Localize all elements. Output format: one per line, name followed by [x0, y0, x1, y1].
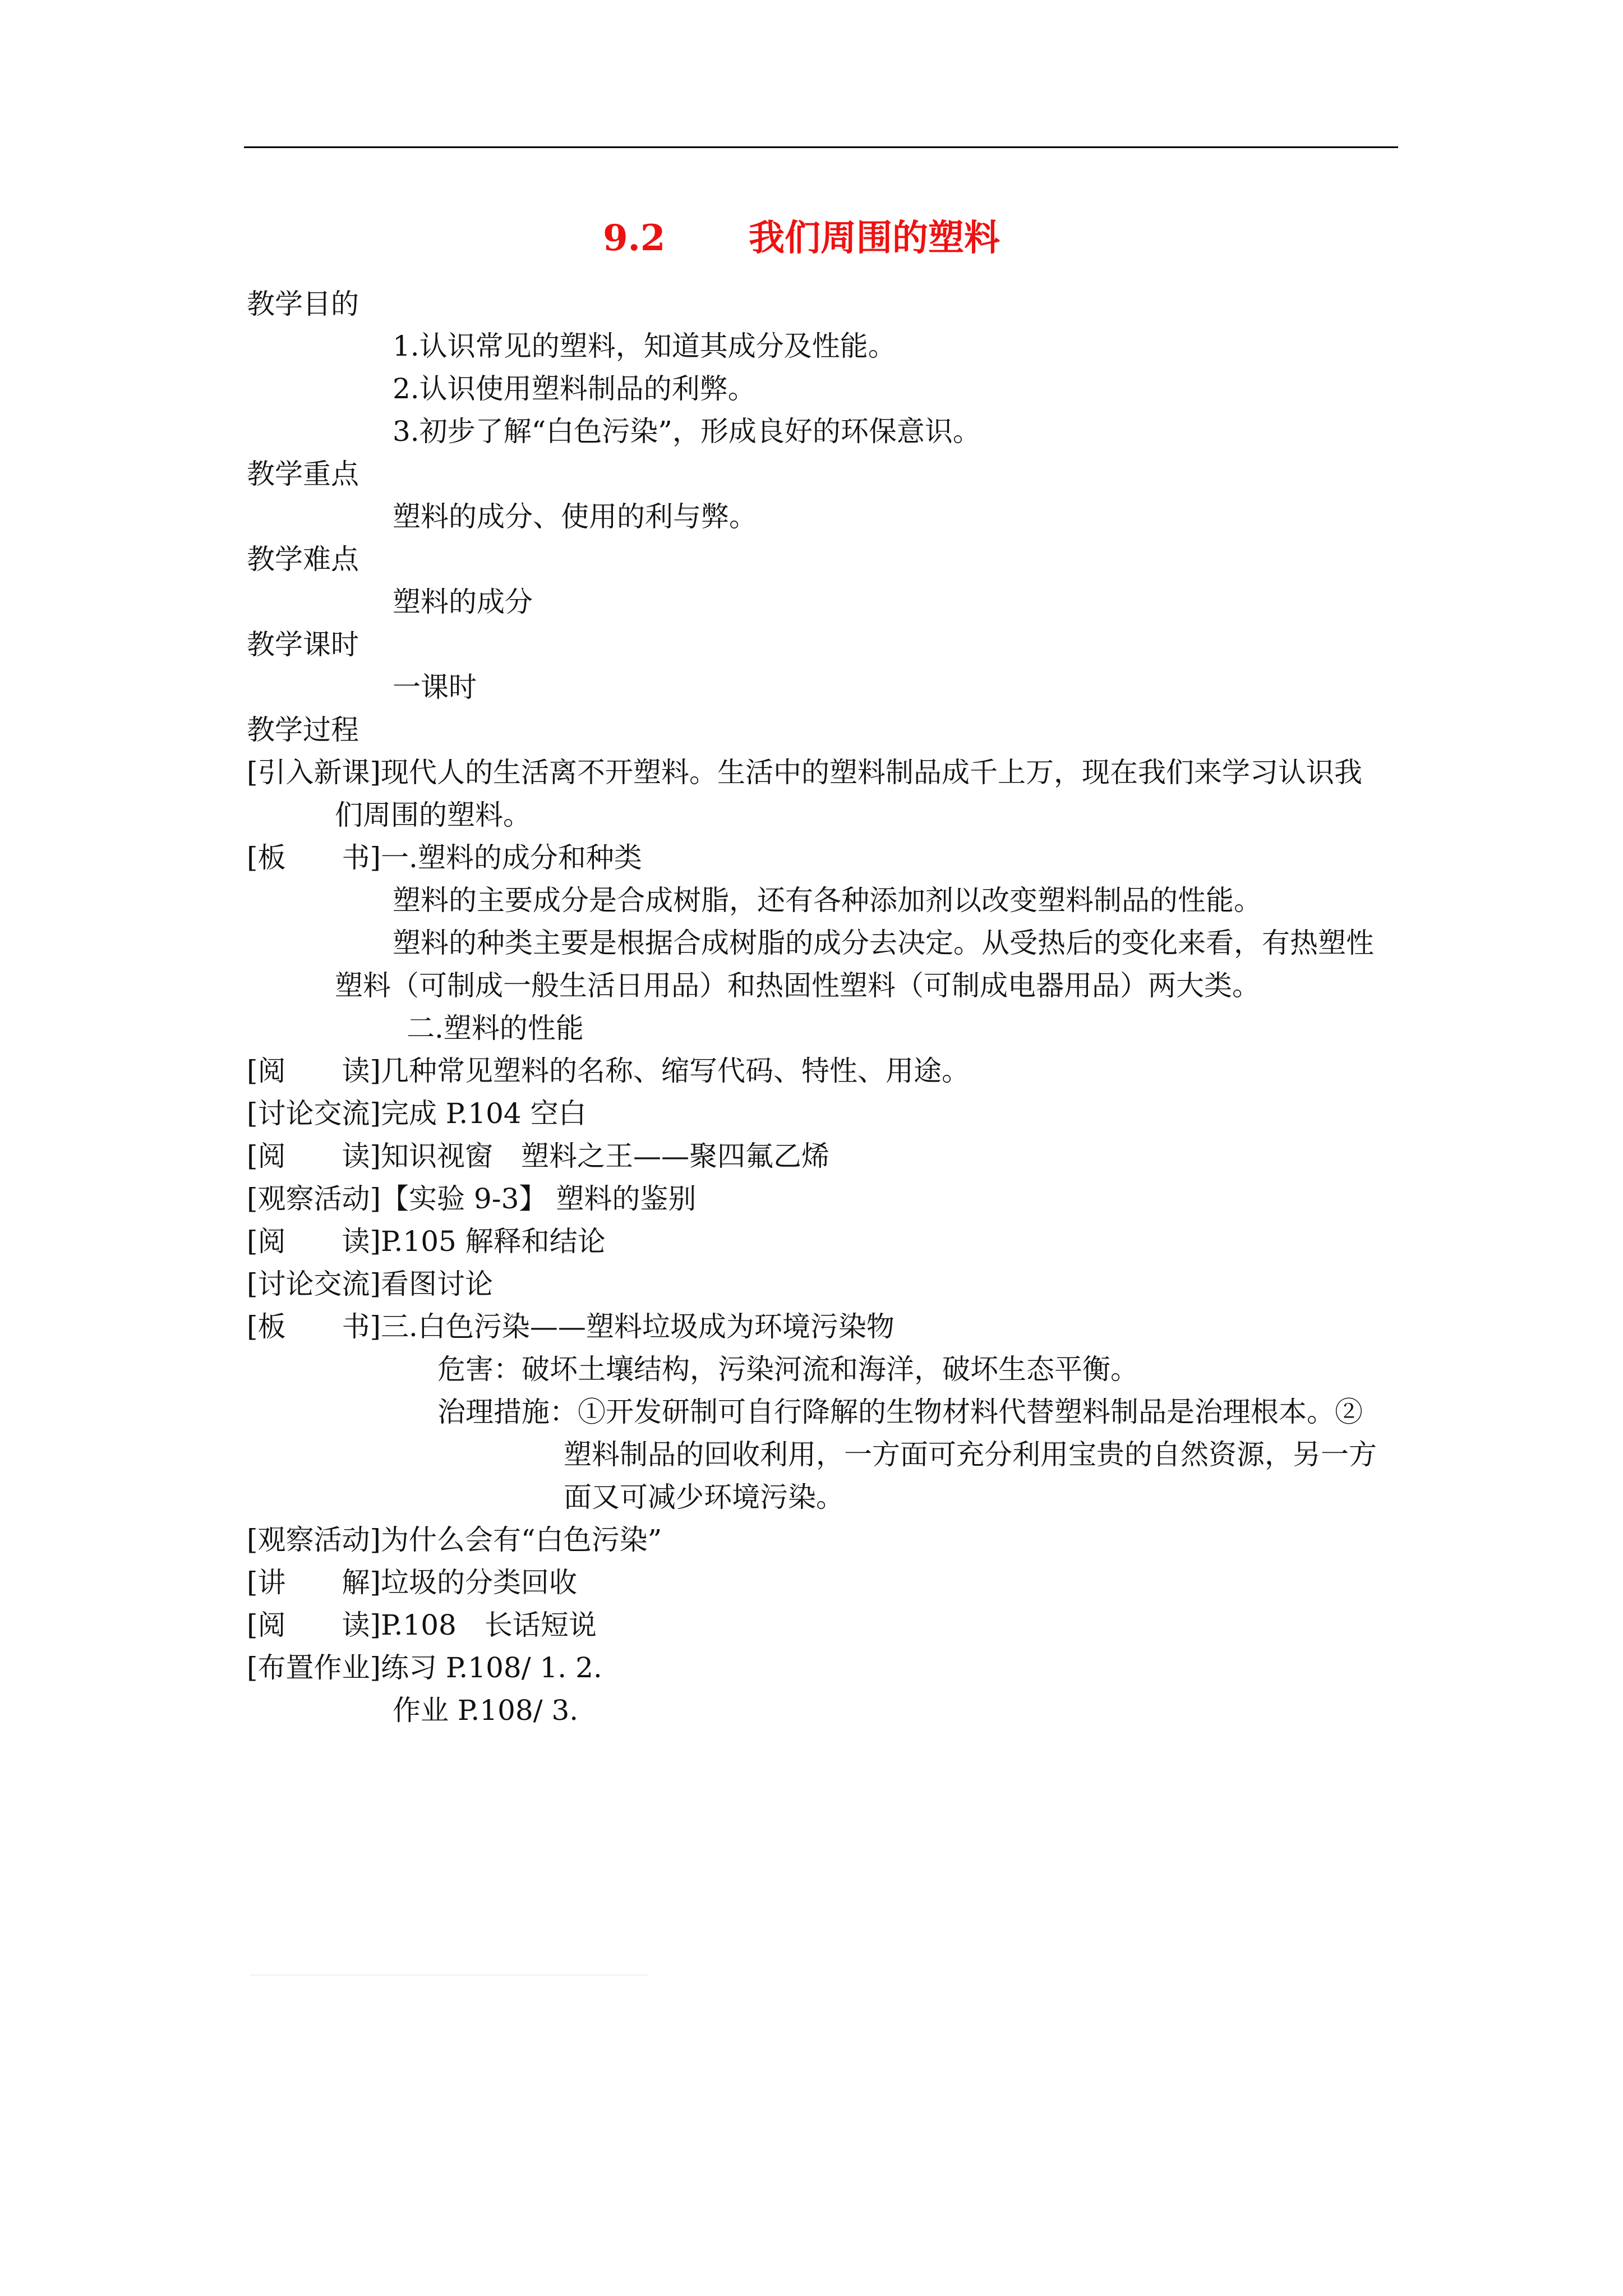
- board-content: 塑料（可制成一般生活日用品）和热固性塑料（可制成电器用品）两大类。: [335, 969, 1260, 1002]
- process-step-discussion: [讨论交流]完成 P.104 空白: [247, 1097, 587, 1130]
- process-step-continuation: 们周围的塑料。: [335, 799, 531, 831]
- step-tag: [板 书]: [247, 1310, 381, 1343]
- process-step-reading: [阅 读]几种常见塑料的名称、缩写代码、特性、用途。: [247, 1055, 970, 1087]
- process-step-reading: [阅 读]知识视窗 塑料之王——聚四氟乙烯: [247, 1140, 830, 1172]
- key-points-text: 塑料的成分、使用的利与弊。: [393, 500, 757, 533]
- process-step-observation: [观察活动]为什么会有“白色污染”: [247, 1524, 662, 1556]
- board-content: 治理措施：①开发研制可自行降解的生物材料代替塑料制品是治理根本。②: [437, 1396, 1363, 1428]
- difficulties-text: 塑料的成分: [393, 586, 533, 618]
- process-step-board: [板 书]一.塑料的成分和种类: [247, 841, 642, 874]
- section-heading-process: 教学过程: [247, 714, 359, 746]
- step-tag: [观察活动]: [247, 1524, 381, 1556]
- board-subheading: 二.塑料的性能: [407, 1012, 584, 1045]
- board-content: 塑料的主要成分是合成树脂，还有各种添加剂以改变塑料制品的性能。: [393, 884, 1262, 917]
- step-tag: [讨论交流]: [247, 1097, 381, 1130]
- section-heading-objectives: 教学目的: [247, 288, 359, 320]
- process-step-explanation: [讲 解]垃圾的分类回收: [247, 1566, 578, 1599]
- board-content: 危害：破坏土壤结构，污染河流和海洋，破坏生态平衡。: [437, 1353, 1138, 1386]
- step-tag: [讲 解]: [247, 1566, 381, 1599]
- title-text: 我们周围的塑料: [749, 217, 1000, 259]
- section-heading-key-points: 教学重点: [247, 458, 359, 490]
- objective-item: 3.初步了解“白色污染”，形成良好的环保意识。: [393, 415, 981, 448]
- homework-item: 作业 P.108/ 3.: [393, 1694, 579, 1727]
- board-content: 面又可减少环境污染。: [564, 1481, 844, 1513]
- process-step-discussion: [讨论交流]看图讨论: [247, 1268, 494, 1300]
- section-heading-difficulties: 教学难点: [247, 543, 359, 576]
- objective-item: 2.认识使用塑料制品的利弊。: [393, 372, 756, 405]
- section-heading-lesson-hours: 教学课时: [247, 628, 359, 661]
- step-tag: [阅 读]: [247, 1140, 381, 1172]
- process-step-observation: [观察活动]【实验 9-3】 塑料的鉴别: [247, 1182, 697, 1215]
- step-tag: [板 书]: [247, 841, 381, 874]
- document-title: [603, 216, 1000, 261]
- board-content: 塑料的种类主要是根据合成树脂的成分去决定。从受热后的变化来看，有热塑性: [393, 927, 1374, 959]
- step-tag: [阅 读]: [247, 1055, 381, 1087]
- objective-item: 1.认识常见的塑料，知道其成分及性能。: [393, 330, 896, 362]
- lesson-hours-text: 一课时: [393, 671, 477, 703]
- step-tag: [布置作业]: [247, 1651, 381, 1684]
- footer-rule: [250, 1975, 648, 1976]
- title-number: 9.2: [603, 217, 666, 259]
- step-tag: [阅 读]: [247, 1609, 381, 1641]
- header-rule: [244, 146, 1398, 148]
- process-step-homework: [布置作业]练习 P.108/ 1. 2.: [247, 1651, 602, 1684]
- process-step-reading: [阅 读]P.108 长话短说: [247, 1609, 597, 1641]
- step-tag: [讨论交流]: [247, 1268, 381, 1300]
- process-step-introduction: [引入新课]现代人的生活离不开塑料。生活中的塑料制品成千上万，现在我们来学习认识我: [247, 756, 1363, 789]
- process-step-reading: [阅 读]P.105 解释和结论: [247, 1225, 606, 1258]
- step-tag: [阅 读]: [247, 1225, 381, 1258]
- board-content: 塑料制品的回收利用，一方面可充分利用宝贵的自然资源，另一方: [564, 1438, 1377, 1471]
- step-tag: [引入新课]: [247, 756, 381, 789]
- step-tag: [观察活动]: [247, 1182, 381, 1215]
- process-step-board: [板 书]三.白色污染——塑料垃圾成为环境污染物: [247, 1310, 895, 1343]
